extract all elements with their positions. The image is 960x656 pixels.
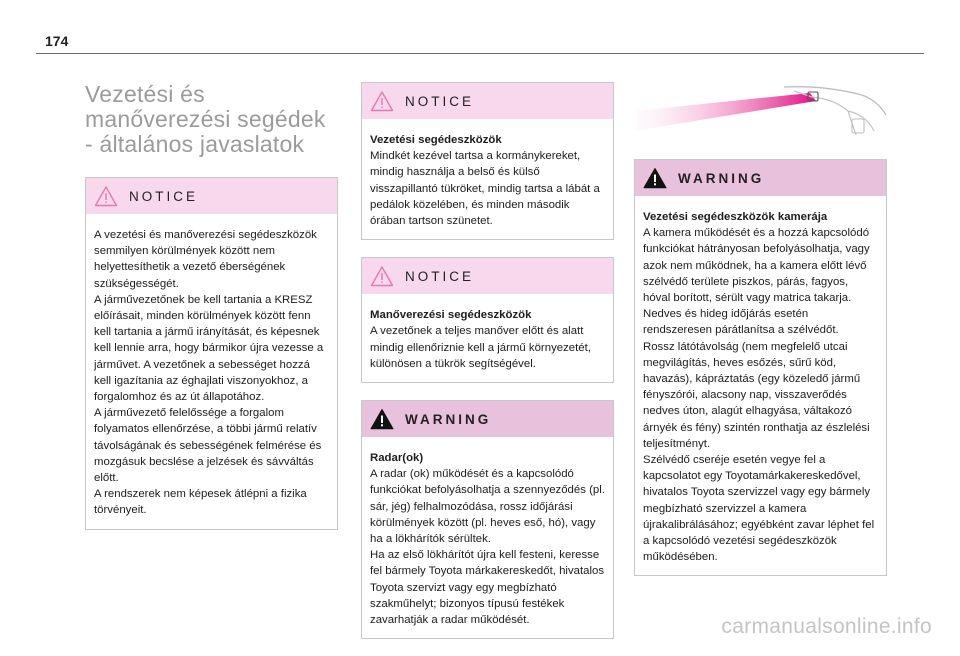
warning-paragraph: Ha az első lökhárítót újra kell festeni, keresse fel bármely Toyota márkakereskedőt, hivatalos Toyota szervizt vagy egy megbízható szakműhelyt; bizonyos típusú festékek zavarhatják a radar működését. <box>370 549 605 627</box>
warning-header <box>362 401 613 437</box>
warning-heading: Radar(ok) <box>370 452 424 465</box>
notice-paragraph: Mindkét kezével tartsa a kormánykereket, mindig használja a belső és külső visszapillantó tükröket, mindig tartsa a lábát a pedálok közelében, és minden második órában tartson szünetet. <box>370 150 600 228</box>
notice-paragraph: A rendszerek nem képesek átlépni a fizika törvényeit. <box>94 488 307 517</box>
notice-body <box>362 119 613 239</box>
notice-body <box>86 214 337 529</box>
header-divider <box>36 53 924 54</box>
caution-triangle-outline-icon <box>370 265 394 287</box>
watermark: carmanualsonline.info <box>721 615 932 638</box>
warning-box-camera <box>634 159 887 576</box>
warning-box-radar <box>361 400 614 639</box>
column-middle <box>361 82 614 656</box>
notice-label: NOTICE <box>129 188 199 204</box>
warning-body <box>362 437 613 638</box>
notice-header <box>86 178 337 214</box>
warning-paragraph: A radar (ok) működését és a kapcsolódó funkciókat befolyásolhatja a szennyeződés (pl. sár, jég) felhalmozódása, rossz időjárási körülmények között (pl. heves eső, hó), vagy ha a lökhárítók sérültek. <box>370 468 605 546</box>
warning-label: WARNING <box>678 170 765 186</box>
notice-paragraph: A járművezető felelőssége a forgalom folyamatos ellenőrzése, a többi jármű relatív távolságának és sebességének felmérése és mozgásuk becslése a jelzések és sávváltás előtt. <box>94 407 322 485</box>
warning-paragraph: Szélvédő cseréje esetén vegye fel a kapcsolatot egy Toyotamárkakereskedővel, hivatalos Toyota szervizzel vagy egy bármely megbízható szervizzel a kamera újrakalibrálásához; egyébként zavar léphet fel a kapcsolódó vezetési segédeszközök működésében. <box>643 454 875 564</box>
notice-body <box>362 294 613 382</box>
notice-heading: Manőverezési segédeszközök <box>370 309 532 322</box>
notice-header <box>362 83 613 119</box>
warning-body <box>635 196 886 575</box>
notice-label: NOTICE <box>405 268 475 284</box>
column-left <box>85 82 338 547</box>
warning-label: WARNING <box>405 411 492 427</box>
notice-header <box>362 258 613 294</box>
notice-label: NOTICE <box>405 93 475 109</box>
caution-triangle-outline-icon <box>370 90 394 112</box>
windscreen-camera-illustration <box>634 85 887 145</box>
warning-heading: Vezetési segédeszközök kamerája <box>643 211 828 223</box>
notice-box-manoeuvring-aids <box>361 257 614 383</box>
page-number: 174 <box>45 33 69 49</box>
notice-box-general <box>85 177 338 530</box>
warning-paragraph: Rossz látótávolság (nem megfelelő utcai megvilágítás, heves esőzés, sűrű köd, havazás), kápráztatás (egy közeledő jármű fényszórói, alacsony nap, visszaverődés nedves úton, alagút elhagyása, váltakozó árnyék és fény) szintén ronthatja az észlelési teljesítményt. <box>643 340 870 450</box>
warning-paragraph: A kamera működését és a hozzá kapcsolódó funkciókat hátrányosan befolyásolhatja, vagy azok nem működnek, ha a kamera előtt lévő szélvédő területe piszkos, párás, fagyos, hóval borított, sérült vagy matrica takarja. <box>643 227 870 305</box>
notice-heading: Vezetési segédeszközök <box>370 134 502 146</box>
page-title: Vezetési és manőverezési segédek - általános javaslatok <box>85 81 326 157</box>
notice-box-driving-aids <box>361 82 614 240</box>
warning-header <box>635 160 886 196</box>
notice-paragraph: A vezetési és manőverezési segédeszközök semmilyen körülmények között nem helyettesíthetik a vezető éberségének szükségességét. <box>94 229 317 290</box>
notice-paragraph: A járművezetőnek be kell tartania a KRESZ előírásait, minden körülmények között fenn kell tartania a jármű irányítását, és képesnek kell lennie arra, hogy bármikor újra vezesse a járművet. A vezetőnek a sebességet hozzá kell igazítania az éghajlati viszonyokhoz, a forgalomhoz és az út állapotához. <box>94 293 324 404</box>
warning-paragraph: Nedves és hideg időjárás esetén rendszeresen párátlanítsa a szélvédőt. <box>643 308 839 337</box>
notice-paragraph: A vezetőnek a teljes manőver előtt és alatt mindig ellenőriznie kell a jármű környezetét, különösen a tükrök segítségével. <box>370 325 591 370</box>
column-right <box>634 82 887 593</box>
warning-triangle-filled-icon <box>643 167 667 189</box>
warning-triangle-filled-icon <box>370 408 394 430</box>
caution-triangle-outline-icon <box>94 185 118 207</box>
